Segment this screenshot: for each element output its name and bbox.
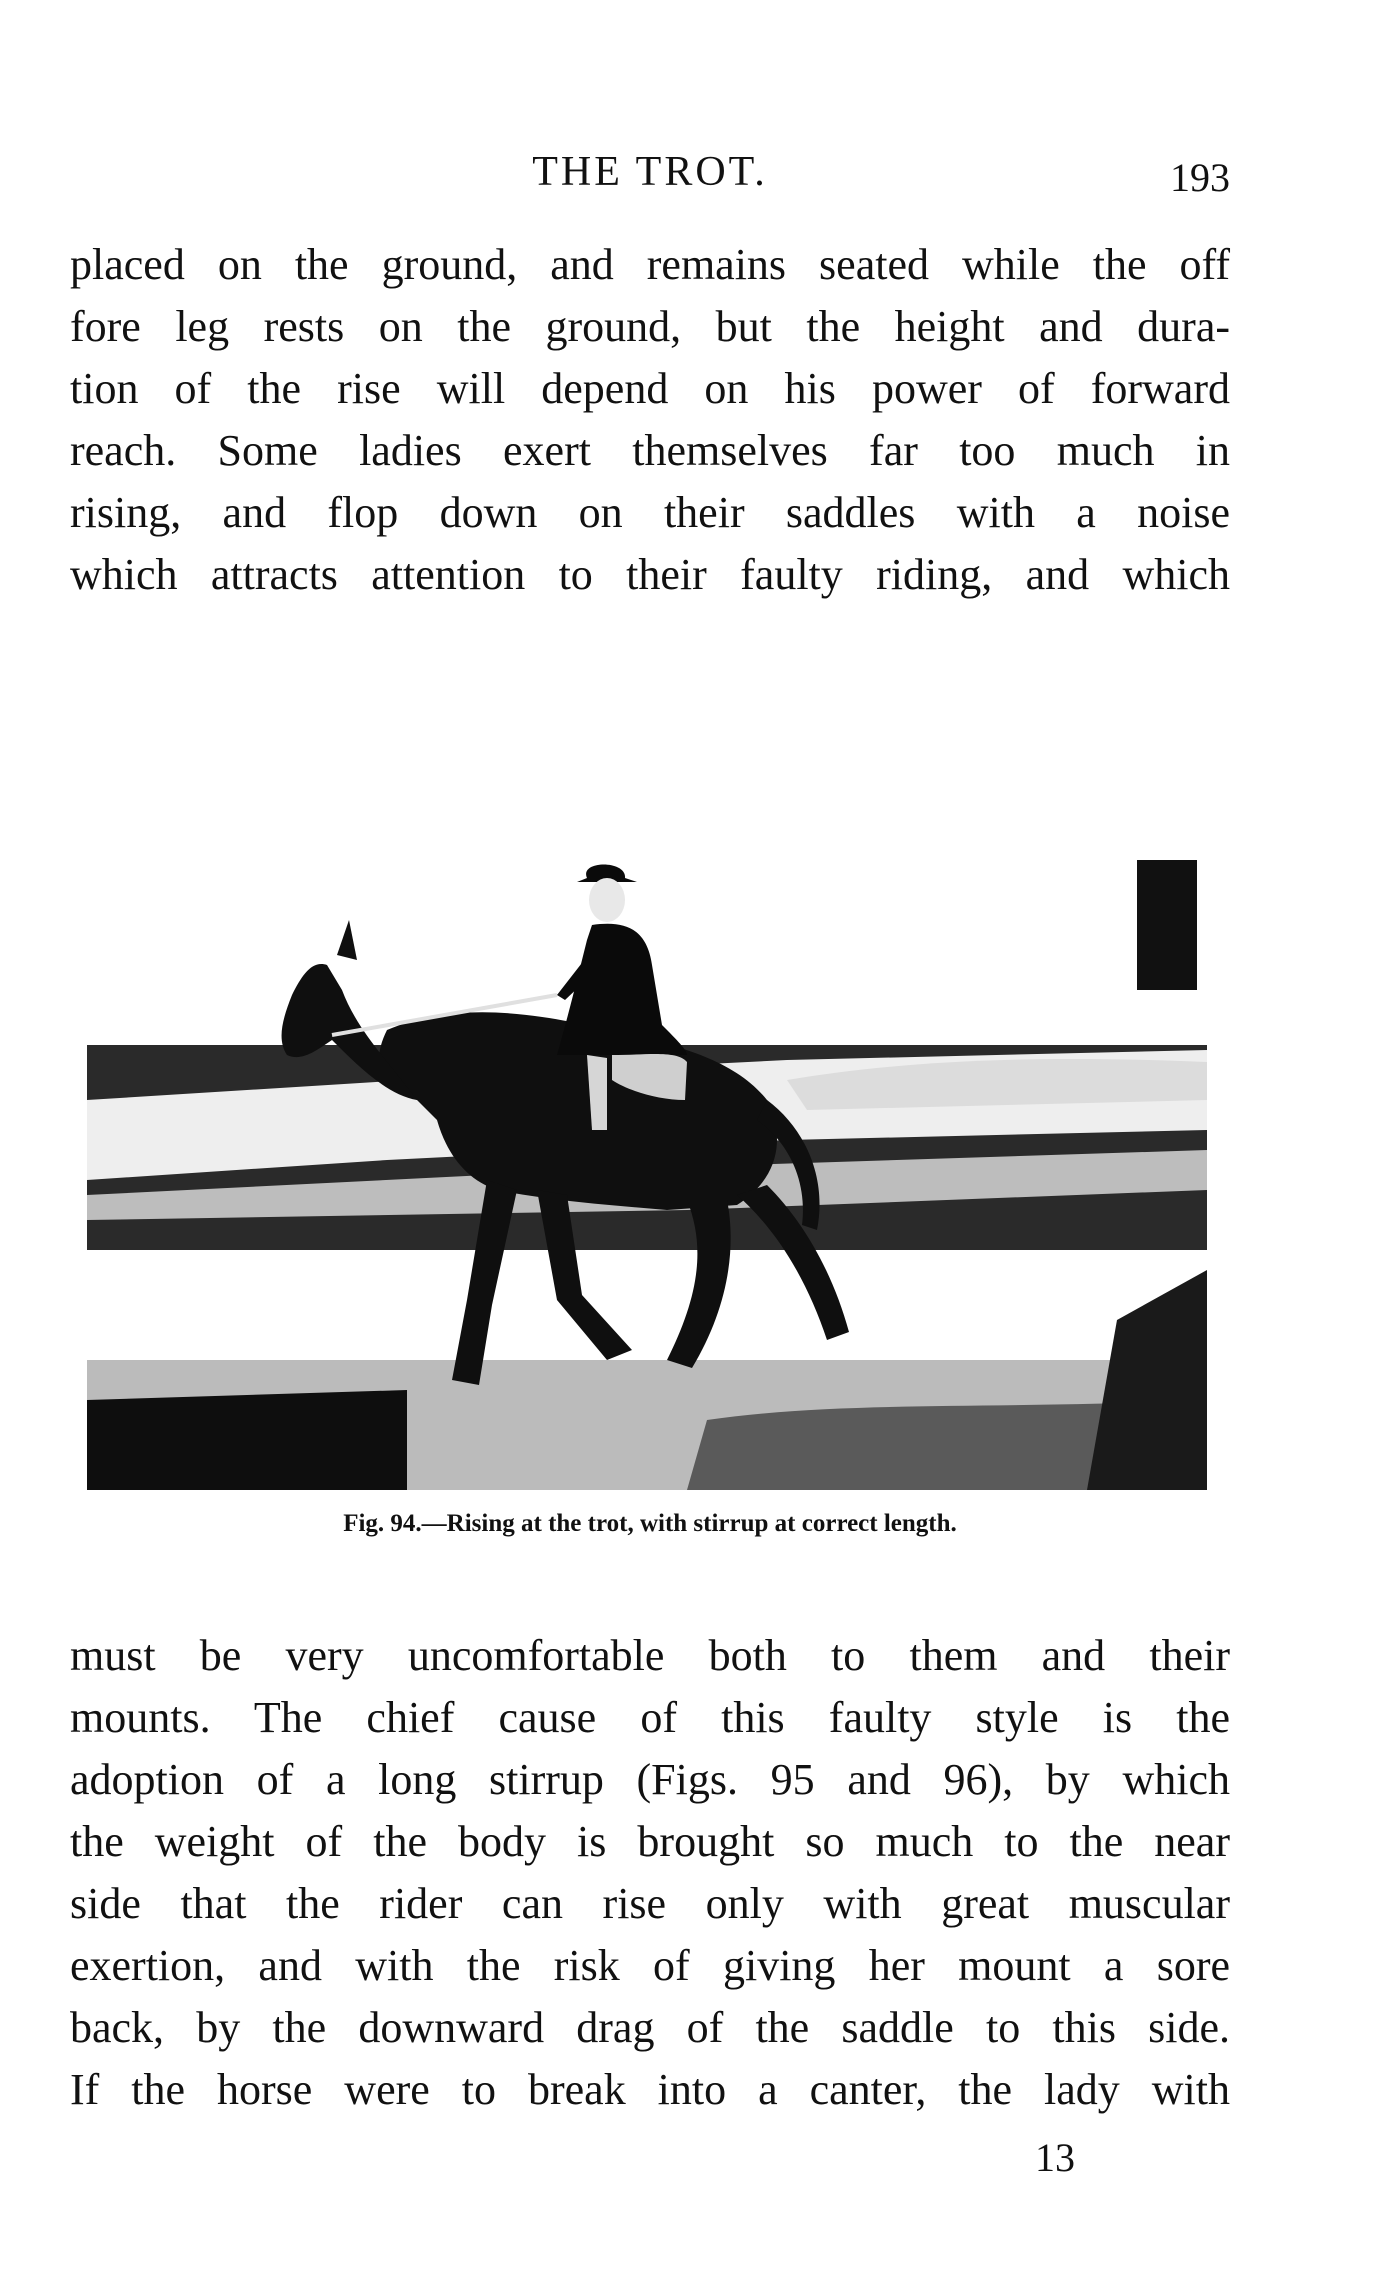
text-line: placed on the ground, and remains seated while the off [70,240,1230,289]
text-line: tion of the rise will depend on his power of forward [70,364,1230,413]
text-line: mounts. The chief cause of this faulty style is the [70,1693,1230,1742]
page-header [70,148,1230,208]
figure-caption: Fig. 94.—Rising at the trot, with stirrup at correct length. [343,1510,957,1537]
text-line: back, by the downward drag of the saddle to this side. [70,2003,1230,2052]
text-line: reach. Some ladies exert themselves far too much in [70,426,1230,475]
text-line: adoption of a long stirrup (Figs. 95 and 96), by which [70,1755,1230,1804]
body-text-top [70,234,1230,606]
text-line: which attracts attention to their faulty riding, and which [70,550,1230,599]
photo-ground [87,1250,1207,1360]
figure-horse-rider-photo [87,800,1207,1490]
text-line: the weight of the body is brought so much to the near [70,1817,1230,1866]
text-line: fore leg rests on the ground, but the height and dura- [70,302,1230,351]
page-number: 193 [1170,155,1230,200]
photo-dark-patch [1137,860,1197,990]
text-line: exertion, and with the risk of giving her mount a sore [70,1941,1230,1990]
text-line: side that the rider can rise only with great muscular [70,1879,1230,1928]
body-text-bottom [70,1625,1230,2121]
text-line: rising, and flop down on their saddles with a noise [70,488,1230,537]
running-title: THE TROT. [532,149,768,195]
text-line: must be very uncomfortable both to them and their [70,1631,1230,1680]
signature-mark: 13 [1035,2135,1075,2180]
text-line: If the horse were to break into a canter, the lady with [70,2065,1230,2114]
